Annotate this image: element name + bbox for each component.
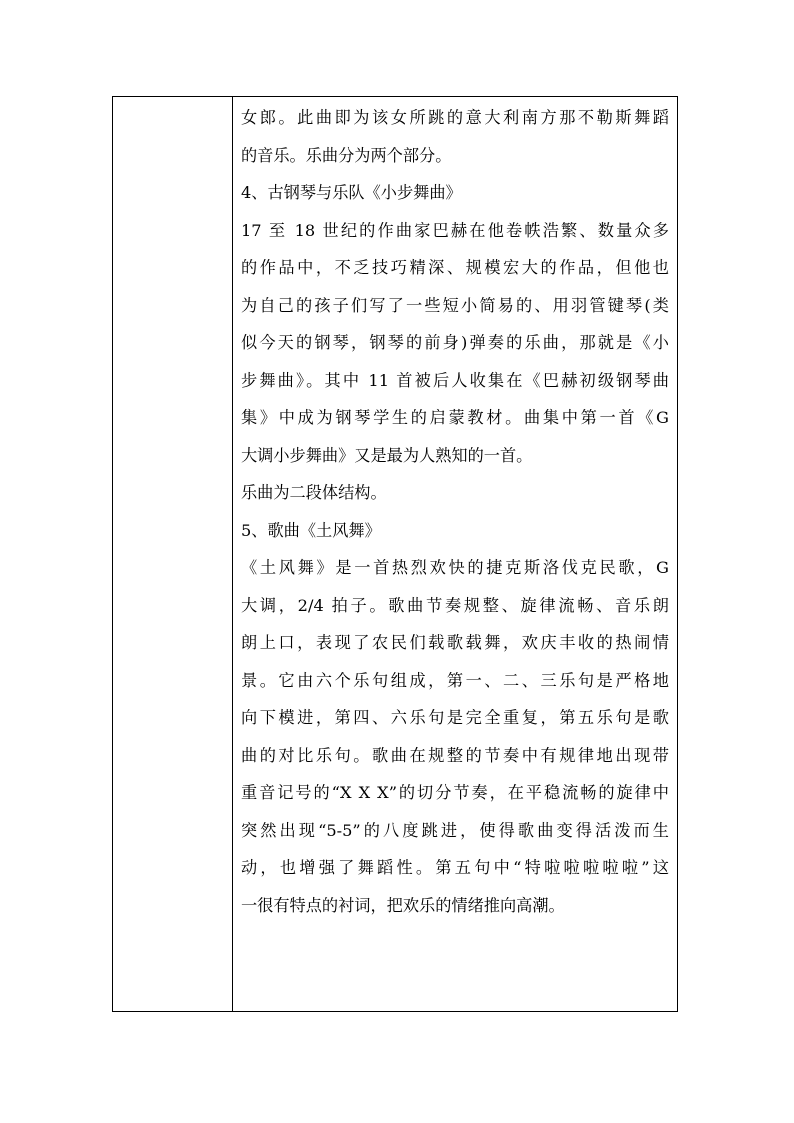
text-line-9: 集》中成为钢琴学生的启蒙教材。曲集中第一首《G bbox=[241, 408, 669, 427]
text-line-2: 的音乐。乐曲分为两个部分。 bbox=[241, 145, 452, 165]
text-line-8: 步舞曲》。其中 11 首被后人收集在《巴赫初级钢琴曲 bbox=[241, 370, 669, 390]
text-line-5: 的作品中，不乏技巧精深、规模宏大的作品，但他也 bbox=[241, 258, 669, 277]
text-line-18: 曲的对比乐句。歌曲在规整的节奏中有规律地出现带 bbox=[241, 745, 669, 765]
right-column-cell bbox=[233, 97, 677, 1011]
text-line-11: 乐曲为二段体结构。 bbox=[241, 483, 387, 502]
text-line-19: 重音记号的“X X X”的切分节奏，在平稳流畅的旋律中 bbox=[241, 783, 669, 802]
text-line-16: 景。它由六个乐句组成，第一、二、三乐句是严格地 bbox=[241, 670, 669, 690]
section-heading-folk-dance: 5、歌曲《土风舞》 bbox=[241, 520, 381, 540]
text-line-6: 为自己的孩子们写了一些短小简易的、用羽管键琴(类 bbox=[241, 295, 669, 315]
text-line-4: 17 至 18 世纪的作曲家巴赫在他卷帙浩繁、数量众多 bbox=[241, 220, 669, 240]
text-line-13: 《土风舞》是一首热烈欢快的捷克斯洛伐克民歌，G bbox=[241, 558, 669, 577]
text-line-1: 女郎。此曲即为该女所跳的意大利南方那不勒斯舞蹈 bbox=[241, 108, 669, 127]
text-line-10: 大调小步舞曲》又是最为人熟知的一首。 bbox=[241, 445, 533, 465]
content-table bbox=[112, 96, 678, 1012]
text-line-21: 动，也增强了舞蹈性。第五句中“特啦啦啦啦啦”这 bbox=[241, 858, 669, 877]
text-line-17: 向下模进，第四、六乐句是完全重复，第五乐句是歌 bbox=[241, 708, 669, 727]
text-line-7: 似今天的钢琴，钢琴的前身)弹奏的乐曲，那就是《小 bbox=[241, 333, 669, 352]
text-line-15: 朗上口，表现了农民们载歌载舞，欢庆丰收的热闹情 bbox=[241, 633, 669, 652]
left-column-cell bbox=[113, 97, 233, 1011]
text-line-22: 一很有特点的衬词，把欢乐的情绪推向高潮。 bbox=[241, 895, 565, 915]
text-line-14: 大调，2/4 拍子。歌曲节奏规整、旋律流畅、音乐朗 bbox=[241, 595, 669, 615]
section-heading-minuet: 4、古钢琴与乐队《小步舞曲》 bbox=[241, 183, 462, 202]
text-line-20: 突然出现“5-5”的八度跳进，使得歌曲变得活泼而生 bbox=[241, 820, 669, 840]
